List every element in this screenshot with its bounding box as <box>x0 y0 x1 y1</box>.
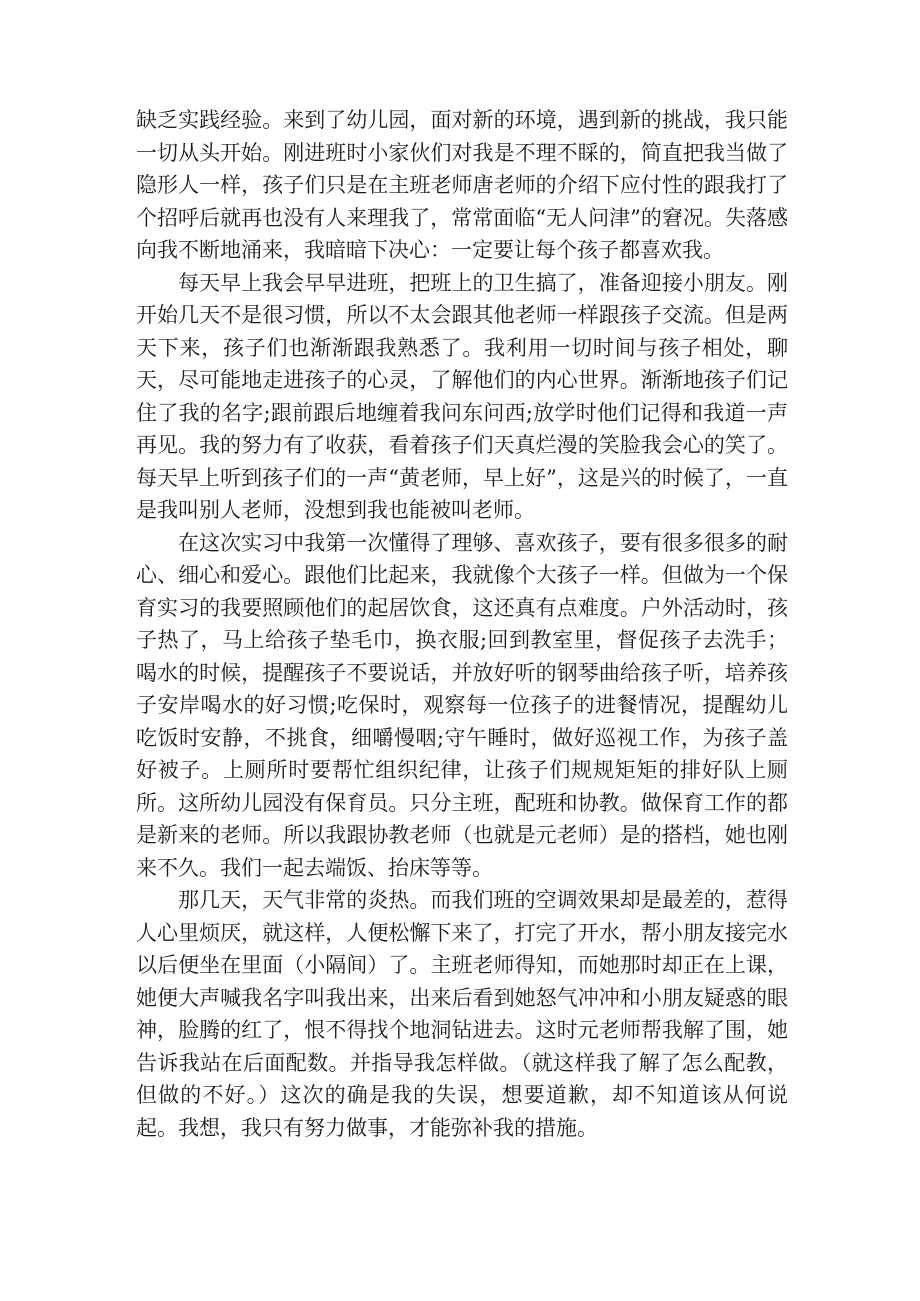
paragraph-4: 那几天，天气非常的炎热。而我们班的空调效果却是最差的，惹得人心里烦厌，就这样，人便松懈下来了，打完了开水，帮小朋友接完水以后便坐在里面（小隔间）了。主班老师得知，而她那时却正在上课，她便大声喊我名字叫我出来，出来后看到她怒气冲冲和小朋友疑惑的眼神，脸腾的红了，恨不得找个地洞钻进去。这时元老师帮我解了围，她告诉我站在后面配数。并指导我怎样做。（就这样我了解了怎么配教，但做的不好。）这次的确是我的失误，想要道歉，却不知道该从何说起。我想，我只有努力做事，才能弥补我的措施。 <box>136 888 788 1140</box>
document-body <box>136 104 788 1144</box>
paragraph-3: 在这次实习中我第一次懂得了理够、喜欢孩子，要有很多很多的耐心、细心和爱心。跟他们比起来，我就像个大孩子一样。但做为一个保育实习的我要照顾他们的起居饮食，这还真有点难度。户外活动时，孩子热了，马上给孩子垫毛巾，换衣服;回到教室里，督促孩子去洗手；喝水的时候，提醒孩子不要说话，并放好听的钢琴曲给孩子听，培养孩子安岸喝水的好习惯;吃保时，观察每一位孩子的进餐情况，提醒幼儿吃饭时安静，不挑食，细嚼慢咽;守午睡时，做好巡视工作，为孩子盖好被子。上厕所时要帮忙组织纪律，让孩子们规规矩矩的排好队上厕所。这所幼儿园没有保育员。只分主班，配班和协教。做保育工作的都是新来的老师。所以我跟协教老师（也就是元老师）是的搭档，她也刚来不久。我们一起去端饭、抬床等等。 <box>136 530 788 880</box>
paragraph-2: 每天早上我会早早进班，把班上的卫生搞了，准备迎接小朋友。刚开始几天不是很习惯，所以不太会跟其他老师一样跟孩子交流。但是两天下来，孩子们也渐渐跟我熟悉了。我利用一切时间与孩子相处，聊天，尽可能地走进孩子的心灵，了解他们的内心世界。渐渐地孩子们记住了我的名字;跟前跟后地缠着我问东问西;放学时他们记得和我道一声再见。我的努力有了收获，看着孩子们天真烂漫的笑脸我会心的笑了。每天早上听到孩子们的一声“黄老师，早上好”，这是兴的时候了，一直是我叫别人老师，没想到我也能被叫老师。 <box>136 270 788 522</box>
paragraph-1: 缺乏实践经验。来到了幼儿园，面对新的环境，遇到新的挑战，我只能一切从头开始。刚进班时小家伙们对我是不理不睬的，简直把我当做了隐形人一样，孩子们只是在主班老师唐老师的介绍下应付性的跟我打了个招呼后就再也没有人来理我了，常常面临“无人问津”的窘况。失落感向我不断地涌来，我暗暗下决心：一定要让每个孩子都喜欢我。 <box>136 108 788 262</box>
